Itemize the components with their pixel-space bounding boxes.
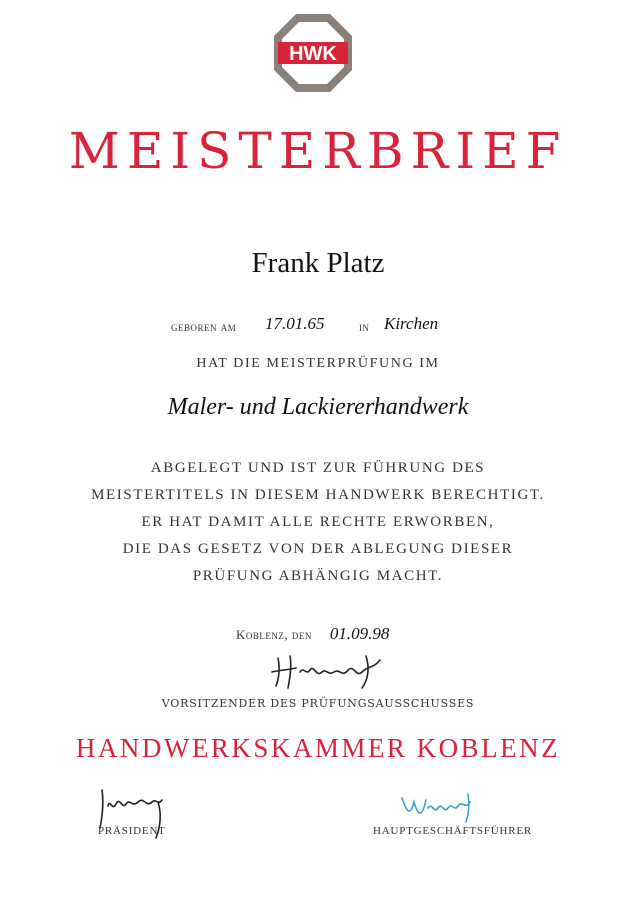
issue-date: 01.09.98 bbox=[329, 624, 390, 643]
born-label: geboren am bbox=[171, 319, 237, 334]
body-line: DIE DAS GESETZ VON DER ABLEGUNG DIESER bbox=[122, 541, 514, 557]
ceo-label: HAUPTGESCHÄFTSFÜHRER bbox=[373, 825, 533, 837]
birth-line bbox=[0, 314, 636, 340]
exam-line: HAT DIE MEISTERPRÜFUNG IM bbox=[196, 356, 440, 371]
document-title: MEISTERBRIEF bbox=[68, 122, 568, 180]
chamber-name: HANDWERKSKAMMER KOBLENZ bbox=[75, 733, 561, 763]
chair-label: VORSITZENDER DES PRÜFUNGSAUSSCHUSSES bbox=[161, 697, 475, 710]
logo-text: HWK bbox=[289, 43, 337, 65]
president-label: PRÄSIDENT bbox=[98, 825, 166, 837]
issue-line bbox=[236, 624, 389, 644]
issue-place-label: Koblenz, den bbox=[236, 627, 312, 642]
holder-name: Frank Platz bbox=[251, 247, 385, 279]
birth-date: 17.01.65 bbox=[265, 314, 325, 333]
body-line: ER HAT DAMIT ALLE RECHTE ERWORBEN, bbox=[141, 514, 495, 530]
trade-name: Maler- und Lackiererhandwerk bbox=[167, 394, 469, 420]
in-label: in bbox=[359, 319, 370, 334]
signature-chair bbox=[270, 648, 390, 692]
body-text bbox=[0, 455, 636, 590]
body-line: MEISTERTITELS IN DIESEM HANDWERK BERECHTIGT. bbox=[91, 487, 545, 503]
hwk-logo-icon bbox=[272, 12, 354, 94]
birth-place: Kirchen bbox=[384, 314, 439, 333]
body-line: ABGELEGT UND IST ZUR FÜHRUNG DES bbox=[150, 460, 486, 476]
body-line: PRÜFUNG ABHÄNGIG MACHT. bbox=[192, 568, 444, 584]
signature-ceo bbox=[396, 788, 486, 828]
